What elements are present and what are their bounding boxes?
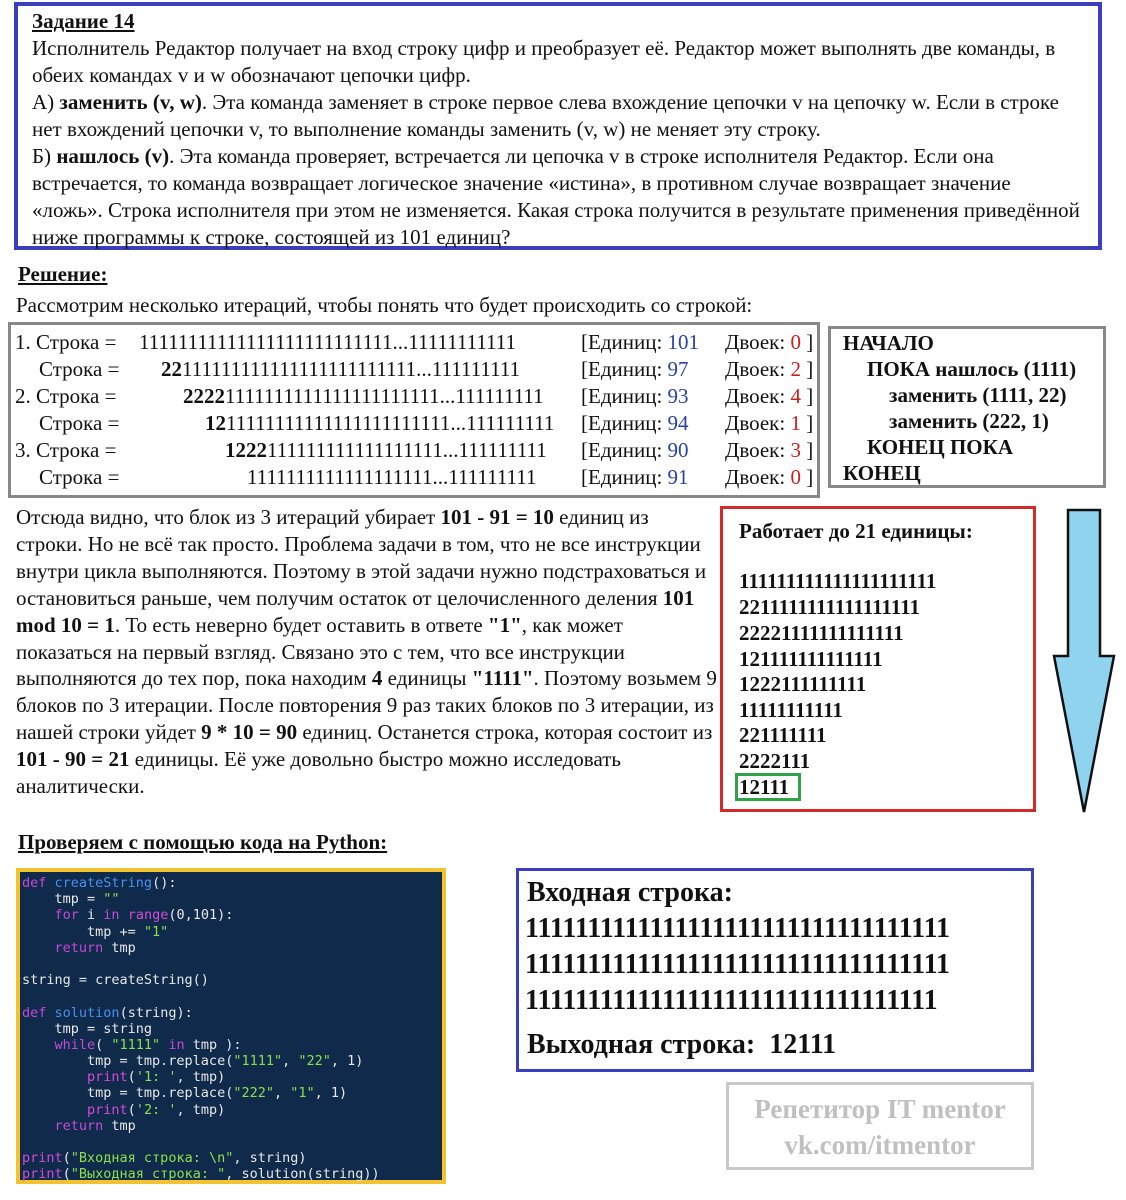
task-a-command: заменить (v, w) (59, 90, 202, 114)
code-line: print('1: ', tmp) (22, 1069, 226, 1086)
task-text (32, 35, 1084, 251)
explanation-paragraph: Отсюда видно, что блок из 3 итераций убирает 101 - 91 = 10 единиц из строки. Но не всё так просто. Проблема задачи в том, что не все инструкции внутри цикла выполняются. Поэтому в этой задачи нужно подстраховаться и остановиться раньше, чем получим остаток от целочисленного деления 101 mod 10 = 1. То есть неверно будет оставить в ответе "1", как может показаться на первый взгляд. Связано это с тем, что все инструкции выполняются до тех пор, пока находим 4 единицы "1111". Поэтому возьмем 9 блоков по 3 итерации. После повторения 9 раз таких блоков по 3 итерации, из нашей строки уйдет 9 * 10 = 90 единиц. Останется строка, которая состоит из 101 - 90 = 21 единицы. Её уже довольно быстро можно исследовать аналитически. (16, 505, 717, 799)
iteration-string: 1211111111111111111111111...111111111 (205, 411, 555, 435)
code-line: tmp += "1" (22, 923, 169, 940)
code-line: tmp = "" (22, 891, 120, 908)
algo-start: НАЧАЛО (843, 331, 934, 355)
run-item: 111111111111111111111 (739, 569, 937, 593)
task-line1: Исполнитель Редактор получает на вход строку цифр и преобразует её. Редактор может выполнять две команды, в обеих командах v и w обозначают цепочки цифр. (32, 36, 1056, 87)
twos-count: Двоек: 3 ] (725, 438, 814, 462)
run-item: 2211111111111111111 (739, 595, 920, 619)
algo-replace-1: заменить (1111, 22) (889, 383, 1067, 407)
input-row: 111111111111111111111111111111111 (525, 985, 938, 1016)
run-item: 2222111 (739, 749, 811, 773)
twos-count: Двоек: 0 ] (725, 465, 814, 489)
task-b-text: . Эта команда проверяет, встречается ли цепочка v в строке исполнителя Редактор. Если она встречается, то команда возвращает логическое значение «истина», в противном случае возвращает значение «ложь». Строка исполнителя при этом не изменяется. Какая строка получится в результате применения приведённой ниже программы к строке, состоящей из 101 единиц? (32, 144, 1080, 249)
result-box (516, 868, 1034, 1072)
task-a-text: . Эта команда заменяет в строке первое слева вхождение цепочки v на цепочку w. Если в строке нет вхождений цепочки v, то выполнение команды заменить (v, w) не меняет эту строку. (32, 90, 1059, 141)
iteration-label: Строка = (39, 465, 120, 489)
output-line (527, 1029, 836, 1061)
run-item: 221111111 (739, 723, 827, 747)
code-line: tmp = tmp.replace("1111", "22", 1) (22, 1053, 364, 1070)
iteration-string: 11111111111111111111111111...11111111111 (139, 330, 516, 354)
runs-title: Работает до 21 единицы: (739, 519, 973, 543)
runs-box (720, 506, 1036, 812)
iteration-string: 22111111111111111111111111...111111111 (161, 357, 521, 381)
algo-replace-2: заменить (222, 1) (889, 409, 1049, 433)
task-a-prefix: А) (32, 90, 60, 114)
twos-count: Двоек: 1 ] (725, 411, 814, 435)
output-label: Выходная строка: (527, 1029, 756, 1060)
task-b-command: нашлось (v) (56, 144, 170, 168)
run-item: 11111111111 (739, 698, 843, 722)
python-title: Проверяем с помощью кода на Python: (18, 830, 388, 854)
input-row: 1111111111111111111111111111111111 (525, 949, 951, 980)
code-line-blank (22, 988, 442, 1004)
code-line: def createString(): (22, 875, 177, 891)
code-line: print('2: ', tmp) (22, 1101, 226, 1118)
ones-count: [Единиц: 97 (581, 357, 689, 381)
task-box (14, 2, 1102, 250)
iteration-label: 1. Строка = (15, 330, 117, 354)
iteration-label: 3. Строка = (15, 438, 117, 462)
code-line-blank (22, 1134, 442, 1150)
code-line: def solution(string): (22, 1004, 193, 1021)
twos-count: Двоек: 4 ] (725, 384, 814, 408)
code-line: tmp = string (22, 1020, 153, 1037)
ones-count: [Единиц: 94 (581, 411, 689, 435)
iteration-string: 22221111111111111111111111...111111111 (183, 384, 544, 408)
run-item: 1222111111111 (739, 672, 867, 696)
output-value: 12111 (769, 1029, 837, 1060)
input-row: 1111111111111111111111111111111111 (525, 913, 951, 944)
watermark-link[interactable]: vk.com/itmentor (784, 1130, 976, 1160)
algo-end-while: КОНЕЦ ПОКА (867, 435, 1014, 459)
intro-line: Рассмотрим несколько итераций, чтобы понять что будет происходить со строкой: (16, 293, 753, 317)
task-b-prefix: Б) (32, 144, 57, 168)
iteration-label: 2. Строка = (15, 384, 117, 408)
ones-count: [Единиц: 90 (581, 438, 689, 462)
code-line: print("Входная строка: \n", string) (22, 1150, 307, 1167)
code-line: for i in range(0,101): (22, 907, 234, 924)
twos-count: Двоек: 2 ] (725, 357, 814, 381)
down-arrow-icon (1052, 508, 1116, 823)
iteration-label: Строка = (39, 411, 120, 435)
code-line: tmp = tmp.replace("222", "1", 1) (22, 1085, 348, 1102)
algo-end: КОНЕЦ (843, 461, 921, 485)
ones-count: [Единиц: 101 (581, 330, 700, 354)
run-item: 22221111111111111 (739, 621, 904, 645)
watermark (726, 1082, 1034, 1170)
task-title: Задание 14 (32, 9, 135, 33)
iterations-box (8, 322, 820, 498)
code-line-blank (22, 956, 442, 972)
solution-title: Решение: (18, 262, 108, 286)
iteration-string: 1111111111111111111...111111111 (247, 465, 537, 489)
ones-count: [Единиц: 91 (581, 465, 689, 489)
code-block (16, 868, 446, 1184)
code-line: return tmp (22, 939, 136, 956)
input-label: Входная строка: (527, 877, 734, 908)
code-line: print("Выходная строка: ", solution(string)) (22, 1166, 380, 1183)
iteration-label: Строка = (39, 357, 120, 381)
twos-count: Двоек: 0 ] (725, 330, 814, 354)
code-line: while( "1111" in tmp ): (22, 1036, 242, 1053)
run-item-answer: 12111 (739, 775, 790, 799)
algorithm-box (828, 326, 1106, 488)
iteration-string: 1222111111111111111111...111111111 (225, 438, 547, 462)
code-line: return tmp (22, 1117, 136, 1134)
watermark-line1: Репетитор IT mentor (754, 1094, 1006, 1124)
ones-count: [Единиц: 93 (581, 384, 689, 408)
code-line: string = createString() (22, 972, 209, 989)
algo-while: ПОКА нашлось (1111) (867, 357, 1077, 381)
run-item: 121111111111111 (739, 647, 883, 671)
